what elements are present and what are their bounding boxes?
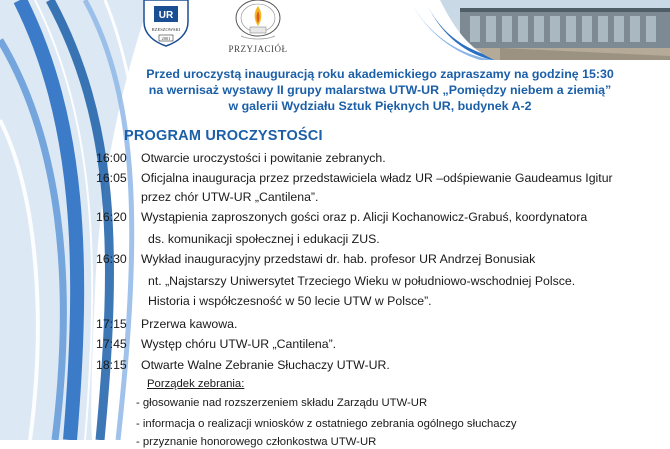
invitation-line: w galerii Wydziału Sztuk Pięknych UR, budynek A-2 <box>228 99 532 113</box>
svg-text:UR: UR <box>158 10 174 21</box>
program-time: 16:00 <box>96 151 127 165</box>
program-title: PROGRAM UROCZYSTOŚCI <box>124 128 323 144</box>
program-text-continuation: przez chór UTW-UR „Cantilena”. <box>141 190 319 204</box>
program-text-continuation: nt. „Najstarszy Uniwersytet Trzeciego Wieku w południowo-wschodniej Polsce. <box>148 274 576 288</box>
program-text: Wykład inauguracyjny przedstawi dr. hab. profesor UR Andrzej Bonusiak <box>141 252 536 266</box>
program-text-continuation: ds. komunikacji społecznej i edukacji ZUS. <box>148 232 380 246</box>
program-item <box>96 251 535 267</box>
invitation-line: Przed uroczystą inauguracją roku akademickiego zapraszamy na godzinę 15:30 <box>146 67 614 81</box>
program-item <box>96 170 613 186</box>
ur-logo <box>140 0 192 48</box>
program-text: Występ chóru UTW-UR „Cantilena”. <box>141 337 337 351</box>
program-text: Przerwa kawowa. <box>141 317 238 331</box>
agenda-title: Porządek zebrania: <box>147 378 245 390</box>
program-text-continuation: Historia i współczesność w 50 lecie UTW w Polsce”. <box>148 294 432 308</box>
program-time: 18:15 <box>96 358 127 372</box>
program-time: 16:30 <box>96 252 127 266</box>
program-time: 17:15 <box>96 317 127 331</box>
program-item <box>96 209 587 225</box>
friends-logo-caption: PRZYJACIÓŁ <box>228 44 288 54</box>
invitation-line: na wernisaż wystawy II grupy malarstwa UTW-UR „Pomiędzy niebem a ziemią” <box>148 83 612 97</box>
program-time: 17:45 <box>96 337 127 351</box>
ur-logo-year: 2001 <box>161 36 171 41</box>
program-item <box>96 336 336 352</box>
program-text: Oficjalna inauguracja przez przedstawiciela władz UR –odśpiewanie Gaudeamus Igitur <box>141 171 613 185</box>
agenda-item: - przyznanie honorowego członkostwa UTW-UR <box>136 436 377 448</box>
program-text: Wystąpienia zaproszonych gości oraz p. Alicji Kochanowicz-Grabuś, koordynatora <box>141 210 588 224</box>
program-text: Otwarcie uroczystości i powitanie zebranych. <box>141 151 386 165</box>
invitation-text <box>110 66 650 114</box>
agenda-item: - informacja o realizacji wniosków z ostatniego zebrania ogólnego słuchaczy <box>136 418 517 430</box>
building-photo <box>400 0 670 60</box>
ur-logo-caption: RZESZOWSKI <box>151 27 181 32</box>
program-item <box>96 316 237 332</box>
program-text: Otwarte Walne Zebranie Słuchaczy UTW-UR. <box>141 358 390 372</box>
program-time: 16:05 <box>96 171 127 185</box>
program-item <box>96 150 386 166</box>
program-item <box>96 357 390 373</box>
program-time: 16:20 <box>96 210 127 224</box>
friends-society-logo <box>225 0 291 60</box>
agenda-item: - głosowanie nad rozszerzeniem składu Zarządu UTW-UR <box>136 397 428 409</box>
